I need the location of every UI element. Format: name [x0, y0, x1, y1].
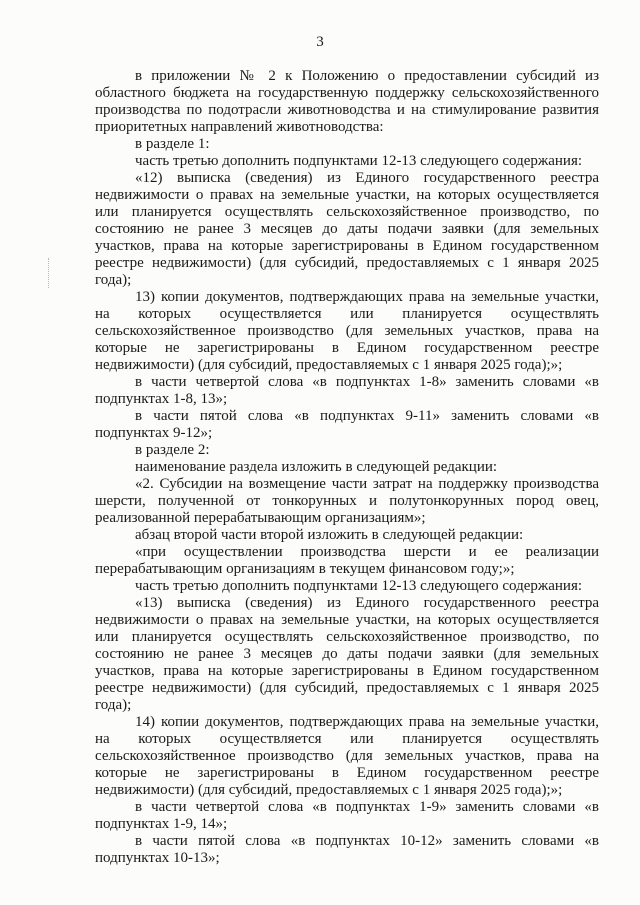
document-body	[95, 68, 599, 867]
margin-mark	[48, 258, 51, 288]
paragraph-part-3-add: часть третью дополнить подпунктами 12-13 следующего содержания:	[135, 153, 583, 169]
paragraph-section-2-title: «2. Субсидии на возмещение части затрат на поддержку производства шерсти, полученной от тонкорунных и полутонкорунных пород овец, реализованной перерабатывающим организациям»;	[95, 476, 599, 526]
paragraph-part-5-replace: в части пятой слова «в подпунктах 9-11» заменить словами «в подпунктах 9-12»;	[95, 408, 599, 441]
paragraph-abzac-edit: абзац второй части второй изложить в следующей редакции:	[135, 527, 524, 543]
paragraph-part-3-add-2: часть третью дополнить подпунктами 12-13 следующего содержания:	[135, 578, 583, 594]
paragraph-item-13: 13) копии документов, подтверждающих права на земельные участки, на которых осуществляется или планируется осуществлять сельскохозяйственное производство (для земельных участков, права на которые не зарегистрированы в Едином государственном реестре недвижимости) (для субсидий, предоставляемых с 1 января 2025 года);»;	[95, 289, 599, 373]
paragraph-section-1: в разделе 1:	[135, 136, 210, 152]
paragraph-item-12: «12) выписка (сведения) из Единого государственного реестра недвижимости о правах на земельные участки, на которых осуществляется или планируется осуществлять сельскохозяйственное производство, по состоянию не ранее 3 месяцев до даты подачи заявки (для земельных участков, права на которые зарегистрированы в Едином государственном реестре недвижимости) (для субсидий, предоставляемых с 1 января 2025 года);	[95, 170, 599, 288]
page-number: 3	[316, 34, 324, 50]
paragraph-part-4-replace: в части четвертой слова «в подпунктах 1-8» заменить словами «в подпунктах 1-8, 13»;	[95, 374, 599, 407]
paragraph-part-5-replace-2: в части пятой слова «в подпунктах 10-12» заменить словами «в подпунктах 10-13»;	[95, 833, 599, 866]
paragraph-item-14: 14) копии документов, подтверждающих права на земельные участки, на которых осуществляется или планируется осуществлять сельскохозяйственное производство (для земельных участков, права на которые не зарегистрированы в Едином государственном реестре недвижимости) (для субсидий, предоставляемых с 1 января 2025 года);»;	[95, 714, 599, 798]
paragraph-section-title-edit: наименование раздела изложить в следующей редакции:	[135, 459, 498, 475]
paragraph-part-4-replace-2: в части четвертой слова «в подпунктах 1-9» заменить словами «в подпунктах 1-9, 14»;	[95, 799, 599, 832]
paragraph-item-13-b: «13) выписка (сведения) из Единого государственного реестра недвижимости о правах на земельные участки, на которых осуществляется или планируется осуществлять сельскохозяйственное производство, по состоянию не ранее 3 месяцев до даты подачи заявки (для земельных участков, права на которые зарегистрированы в Едином государственном реестре недвижимости) (для субсидий, предоставляемых с 1 января 2025 года);	[95, 595, 599, 713]
paragraph-section-2: в разделе 2:	[135, 442, 210, 458]
paragraph-intro: в приложении № 2 к Положению о предоставлении субсидий из областного бюджета на государственную поддержку сельскохозяйственного производства по подотрасли животноводства и на стимулирование развития приоритетных направлений животноводства:	[95, 68, 599, 135]
paragraph-abzac-text: «при осуществлении производства шерсти и ее реализации перерабатывающим организациям в текущем финансовом году;»;	[95, 544, 599, 577]
